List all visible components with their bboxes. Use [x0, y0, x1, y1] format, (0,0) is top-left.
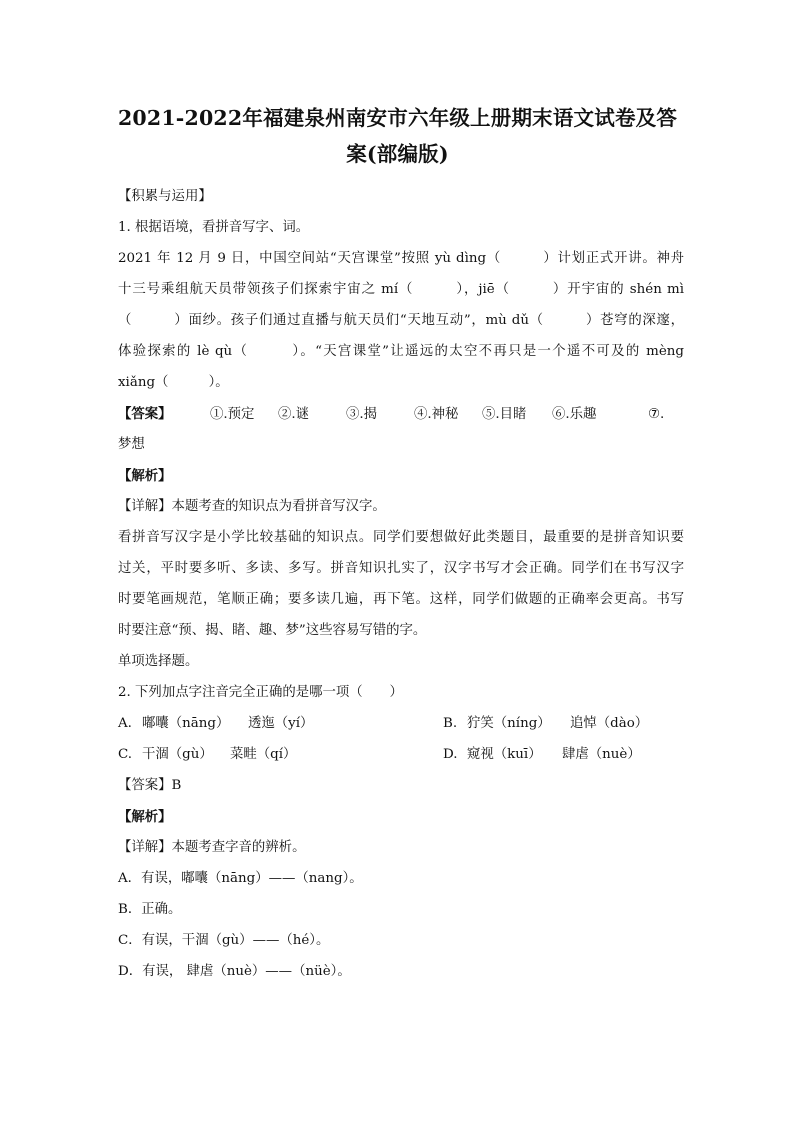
document-title [110, 100, 685, 172]
option-word: 窥视（kuī） [467, 747, 542, 762]
answer-item: ④.神秘 [414, 407, 459, 422]
option-word: 透迤（yí） [248, 716, 314, 731]
option-word: 干涸（gù） [142, 747, 213, 762]
title-line-1: 2021-2022年福建泉州南安市六年级上册期末语文试卷及答 [117, 106, 678, 130]
answer-item: ③.揭 [346, 407, 378, 422]
option-word: 菜畦（qí） [230, 747, 297, 762]
passage-line: 体验探索的 lè qù（ ）。“天宫课堂”让遥远的太空不再只是一个遥不可及的 mèng [118, 344, 684, 359]
answer-item: ⑥.乐趣 [552, 407, 597, 422]
option-letter: B. [443, 716, 458, 731]
note-line: C．有误，干涸（gù）——（hé）。 [118, 933, 330, 948]
answer-label: 【答案】 [118, 406, 172, 422]
section-header: 【积累与运用】 [118, 189, 212, 204]
answer-continuation: 梦想 [118, 437, 145, 452]
analysis-label: 【解析】 [118, 468, 172, 484]
passage-line: 2021 年 12 月 9 日，中国空间站“天宫课堂”按照 yù dìng（ ）计划正式开讲。神舟 [118, 251, 684, 266]
answer-item: ①.预定 [210, 407, 255, 422]
passage-line: xiǎng（ ）。 [118, 375, 229, 390]
analysis-label: 【解析】 [118, 809, 172, 825]
explanation-line: 时要笔画规范，笔顺正确；要多读几遍，再下笔。这样，同学们做题的正确率会更高。书写 [118, 592, 684, 607]
option-letter: C. [118, 747, 133, 762]
option-letter: D. [443, 747, 458, 762]
option-word: 狞笑（níng） [467, 716, 551, 731]
option-letter: A. [118, 716, 132, 731]
question-2-prompt: 2. 下列加点字注音完全正确的是哪一项（ ） [118, 685, 403, 700]
single-choice-heading: 单项选择题。 [118, 654, 199, 669]
answer-item: ⑦. [648, 407, 665, 422]
title-line-2: 案(部编版) [346, 142, 449, 166]
detail-line: 【详解】本题考查字音的辨析。 [118, 840, 306, 855]
option-row [118, 715, 684, 733]
note-line: D．有误， 肆虐（nuè）——（nüè）。 [118, 964, 351, 979]
note-line: B．正确。 [118, 902, 182, 917]
answer-line: 【答案】B [118, 778, 182, 793]
option-word: 嘟囔（nāng） [142, 716, 230, 731]
passage-line: （ ）面纱。孩子们通过直播与航天员们“天地互动”，mù dǔ（ ）苍穹的深邃， [118, 313, 684, 328]
note-line: A．有误，嘟囔（nāng）——（nang）。 [118, 871, 363, 886]
answer-item: ⑤.目睹 [482, 407, 527, 422]
detail-line: 【详解】本题考查的知识点为看拼音写汉字。 [118, 499, 386, 514]
explanation-line: 过关，平时要多听、多读、多写。拼音知识扎实了，汉字书写才会正确。同学们在书写汉字 [118, 561, 684, 576]
answer-row [118, 405, 684, 424]
option-word: 追悼（dào） [570, 716, 649, 731]
passage-line: 十三号乘组航天员带领孩子们探索宇宙之 mí（ ），jiē（ ）开宇宙的 shén mì [118, 282, 684, 297]
option-row [118, 746, 684, 764]
answer-item: ②.谜 [278, 407, 310, 422]
option-word: 肆虐（nuè） [562, 747, 641, 762]
explanation-line: 时要注意“预、揭、睹、趣、梦”这些容易写错的字。 [118, 623, 427, 638]
question-1-prompt: 1. 根据语境，看拼音写字、词。 [118, 220, 310, 235]
explanation-line: 看拼音写汉字是小学比较基础的知识点。同学们要想做好此类题目，最重要的是拼音知识要 [118, 530, 684, 545]
